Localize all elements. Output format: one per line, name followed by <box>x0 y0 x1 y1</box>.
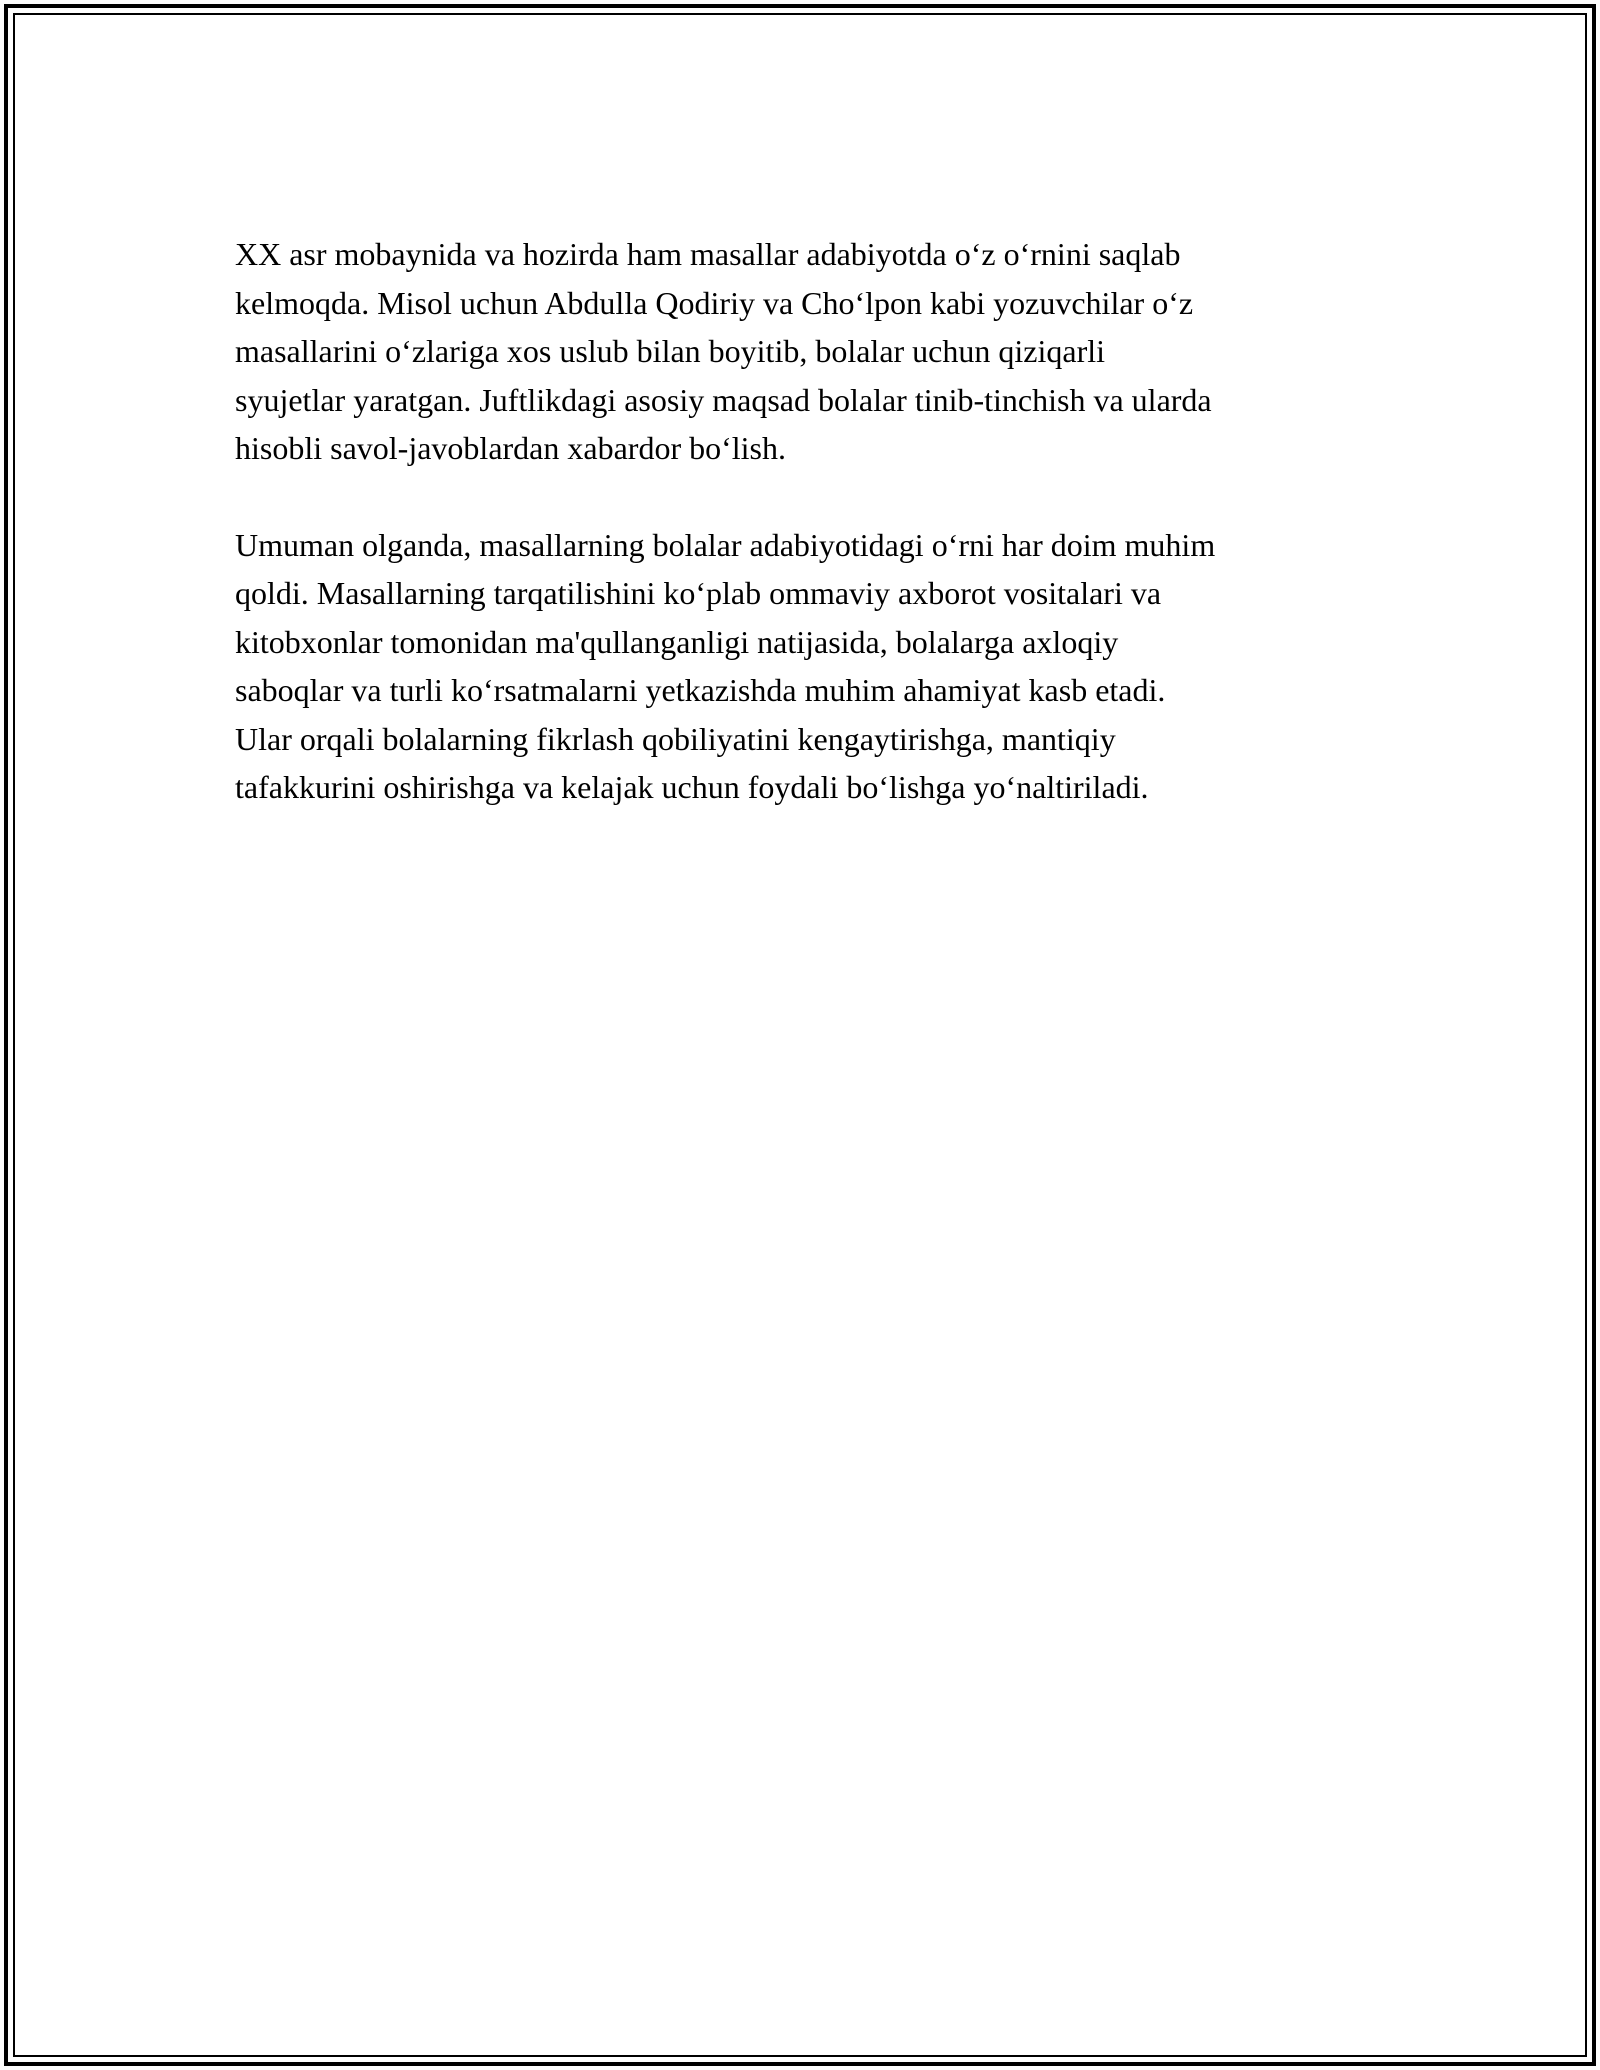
paragraph-2: Umuman olganda, masallarning bolalar adabiyotidagi o‘rni har doim muhim qoldi. Masallarning tarqatilishini ko‘plab ommaviy axborot vositalari va kitobxonlar tomonidan ma'qullanganligi natijasida, bolalarga axloqiy saboqlar va turli ko‘rsatmalarni yetkazishda muhim ahamiyat kasb etadi. Ular orqali bolalarning fikrlash qobiliyatini kengaytirishga, mantiqiy tafakkurini oshirishga va kelajak uchun foydali bo‘lishga yo‘naltiriladi. <box>235 526 1216 805</box>
document-body <box>235 230 1375 860</box>
paragraph-1: XX asr mobaynida va hozirda ham masallar adabiyotda o‘z o‘rnini saqlab kelmoqda. Misol uchun Abdulla Qodiriy va Cho‘lpon kabi yozuvchilar o‘z masallarini o‘zlariga xos uslub bilan boyitib, bolalar uchun qiziqarli syujetlar yaratgan. Juftlikdagi asosiy maqsad bolalar tinib-tinchish va ularda hisobli savol-javoblardan xabardor bo‘lish. <box>235 236 1212 466</box>
